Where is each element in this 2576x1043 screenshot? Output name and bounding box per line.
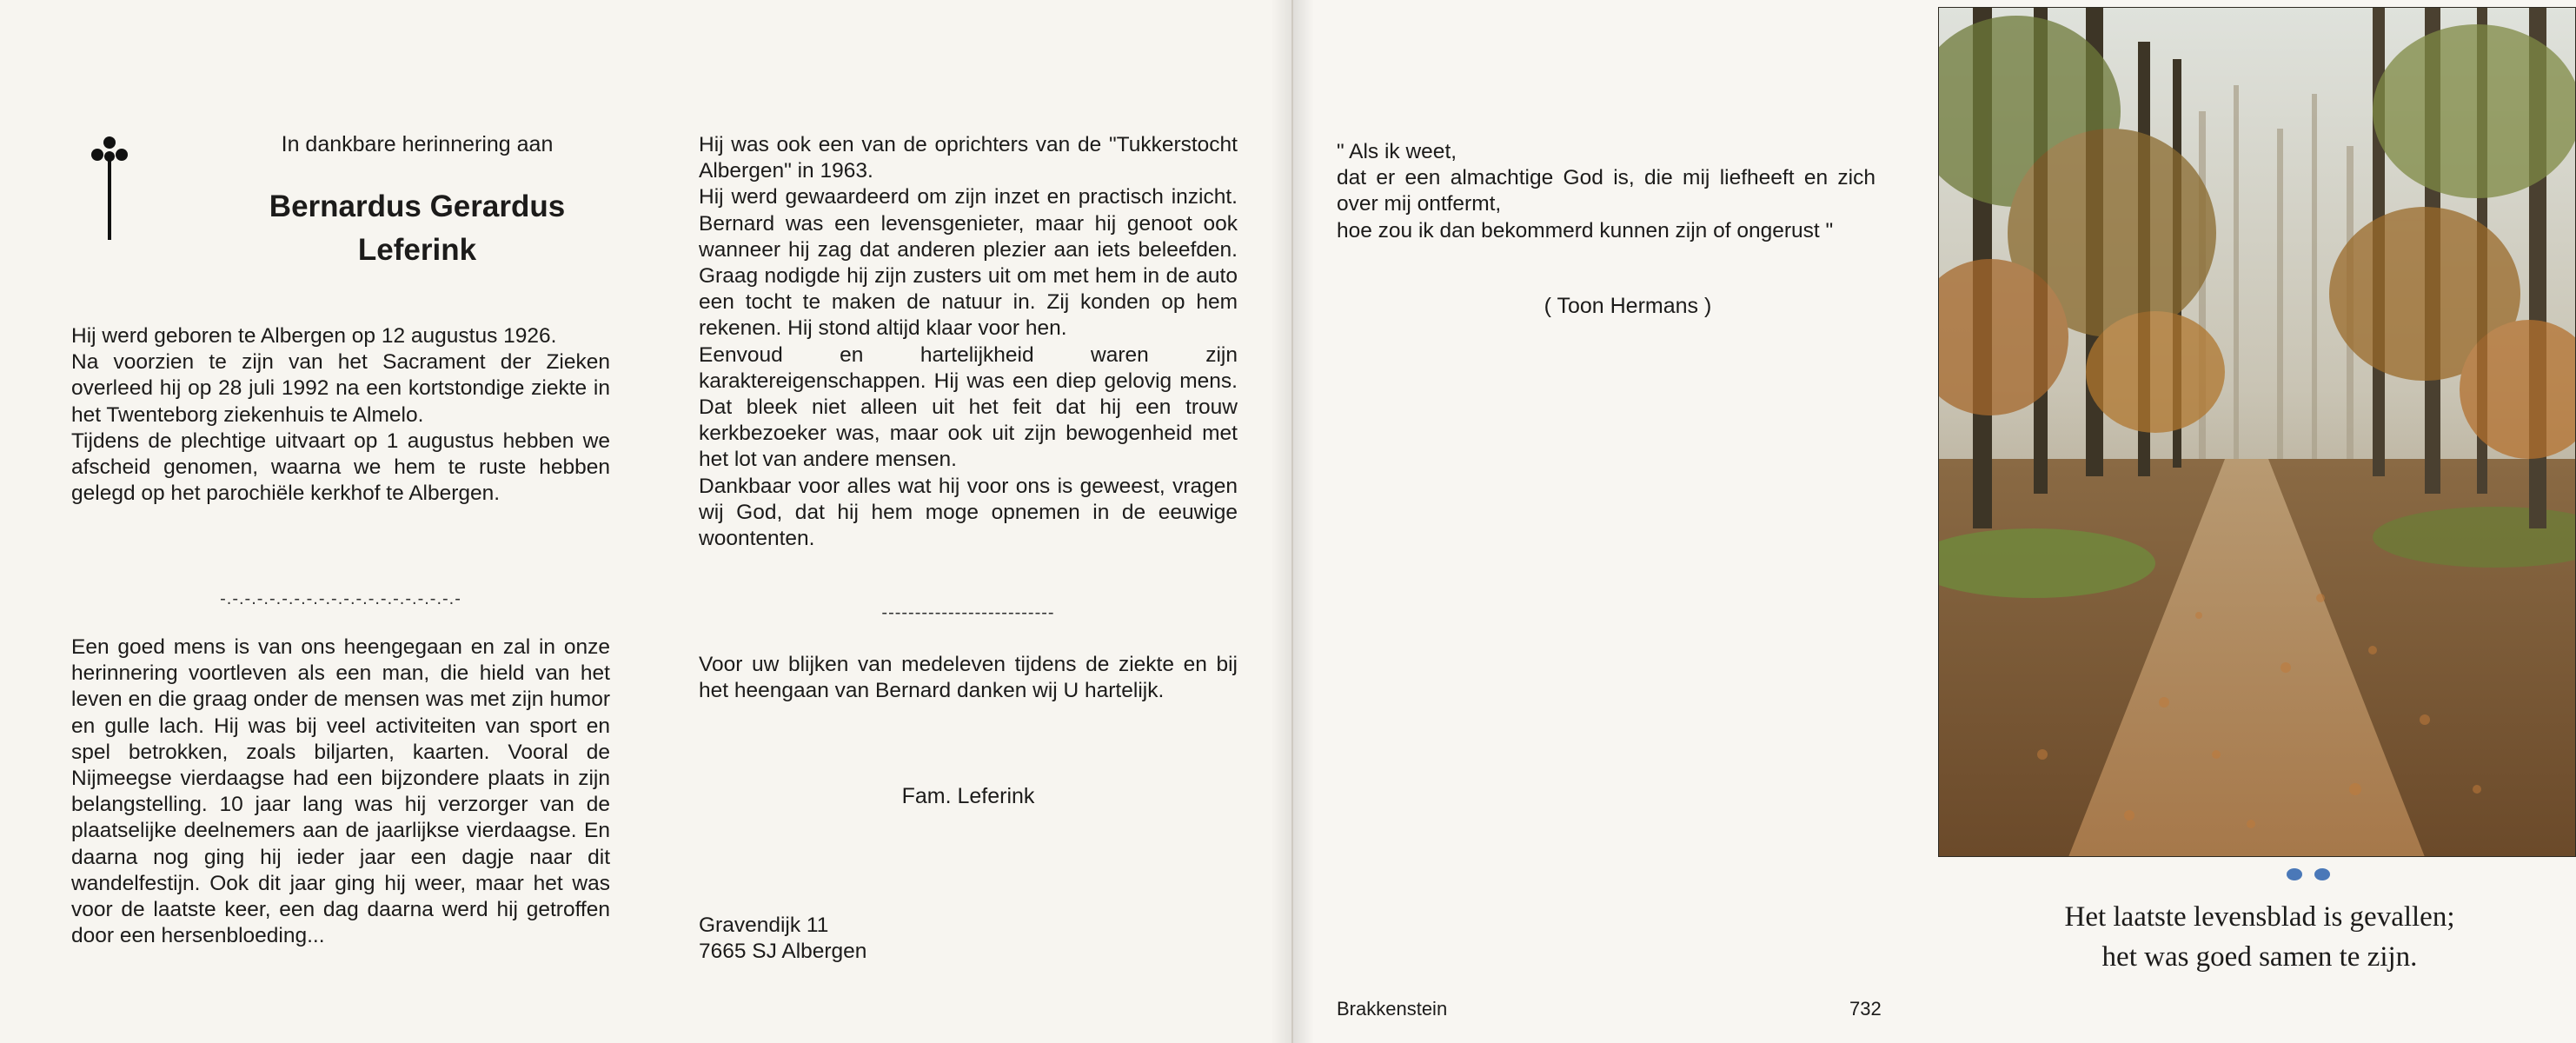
cross-icon bbox=[83, 130, 136, 243]
biography-column-1-part-2 bbox=[71, 634, 610, 949]
founder-paragraph: Hij was ook een van de oprichters van de "Tukkerstocht Albergen" in 1963. bbox=[699, 133, 1238, 183]
deceased-name-line-2: Leferink bbox=[357, 233, 477, 267]
quote-block bbox=[1337, 139, 1876, 244]
autumn-forest-photo bbox=[1938, 7, 2576, 857]
quote-author: ( Toon Hermans ) bbox=[1544, 294, 1712, 318]
verse-line-2: het was goed samen te zijn. bbox=[2101, 941, 2418, 973]
biography-column-2 bbox=[699, 132, 1238, 552]
family-signature: Fam. Leferink bbox=[901, 784, 1035, 808]
closing-verse bbox=[1955, 897, 2564, 977]
thanks-paragraph: Voor uw blijken van medeleven tijdens de ziekte en bij het heengaan van Bernard danken wij U hartelijk. bbox=[699, 653, 1238, 703]
quote-line-1: " Als ik weet, bbox=[1337, 140, 1457, 163]
verse-line-1: Het laatste levensblad is gevallen; bbox=[2064, 901, 2455, 933]
faith-paragraph: Eenvoud en hartelijkheid waren zijn karaktereigenschappen. Hij was een diep gelovig mens. Dat bleek niet alleen uit het feit dat hij een trouw kerkbezoeker was, maar ook uit zijn bewogenheid met het lot van andere mensen. bbox=[699, 342, 1238, 472]
fold-shadow-right bbox=[1293, 0, 1314, 1043]
address-street: Gravendijk 11 bbox=[699, 913, 829, 937]
fold-shadow-left bbox=[1271, 0, 1291, 1043]
biography-column-1 bbox=[71, 323, 610, 507]
character-paragraph: Hij werd gewaardeerd om zijn inzet en practisch inzicht. Bernard was een levensgenieter, maar hij genoot ook wanneer hij zag dat anderen plezier aan iets beleefden. Graag nodigde hij zijn zusters uit om met hem in de auto een tocht te maken de natuur in. Zij konden op hem rekenen. Hij stond altijd klaar voor hen. bbox=[699, 185, 1238, 341]
thanks-section bbox=[699, 652, 1238, 704]
separator-dashed: -------------------------- bbox=[881, 603, 1055, 622]
address-city: 7665 SJ Albergen bbox=[699, 940, 867, 964]
tribute-paragraph: Een goed mens is van ons heengegaan en zal in onze herinnering voortleven als een man, die hield van het leven en die graag onder de mensen was met zijn humor en gulle lach. Hij was bij veel activiteiten van sport en spel betrokken, zoals biljarten, kaarten. Vooral de Nijmeegse vierdaagse had een bijzondere plaats in zijn belangstelling. 10 jaar lang was hij verzorger van de plaatselijke deelnemers aan de jaarlijkse vierdaagse. En daarna nog ging hij ieder jaar een dagje naar dit wandelfestijn. Ook dit jaar ging hij weer, maar het was voor de laatste keer, een dag daarna werd hij getroffen door een hersenbloeding... bbox=[71, 635, 610, 948]
separator-dotted: -.-.-.-.-.-.-.-.-.-.-.-.-.-.-.-.-.-.-.- bbox=[220, 589, 461, 608]
deceased-name-line-1: Bernardus Gerardus bbox=[269, 189, 566, 223]
address-block bbox=[699, 913, 866, 965]
quote-line-2: dat er een almachtige God is, die mij liefheeft en zich over mij ontfermt, bbox=[1337, 166, 1876, 216]
death-paragraph: Na voorzien te zijn van het Sacrament der Zieken overleed hij op 28 juli 1992 na een kortstondige ziekte in het Twenteborg ziekenhuis te Almelo. bbox=[71, 350, 610, 427]
intro-text: In dankbare herinnering aan bbox=[281, 132, 554, 156]
funeral-paragraph: Tijdens de plechtige uitvaart op 1 augustus hebben we afscheid genomen, waarna we hem te ruste hebben gelegd op het parochiële kerkhof te Albergen. bbox=[71, 428, 610, 506]
card-number: 732 bbox=[1849, 998, 1882, 1020]
quote-line-3: hoe zou ik dan bekommerd kunnen zijn of ongerust " bbox=[1337, 218, 1834, 242]
birth-paragraph: Hij werd geboren te Albergen op 12 augustus 1926. bbox=[71, 324, 557, 348]
decorative-drops-icon bbox=[2281, 864, 2341, 885]
gratitude-paragraph: Dankbaar voor alles wat hij voor ons is geweest, vragen wij God, dat hij hem moge opnemen in de eeuwige woontenten. bbox=[699, 474, 1238, 551]
publisher-name: Brakkenstein bbox=[1337, 998, 1448, 1020]
